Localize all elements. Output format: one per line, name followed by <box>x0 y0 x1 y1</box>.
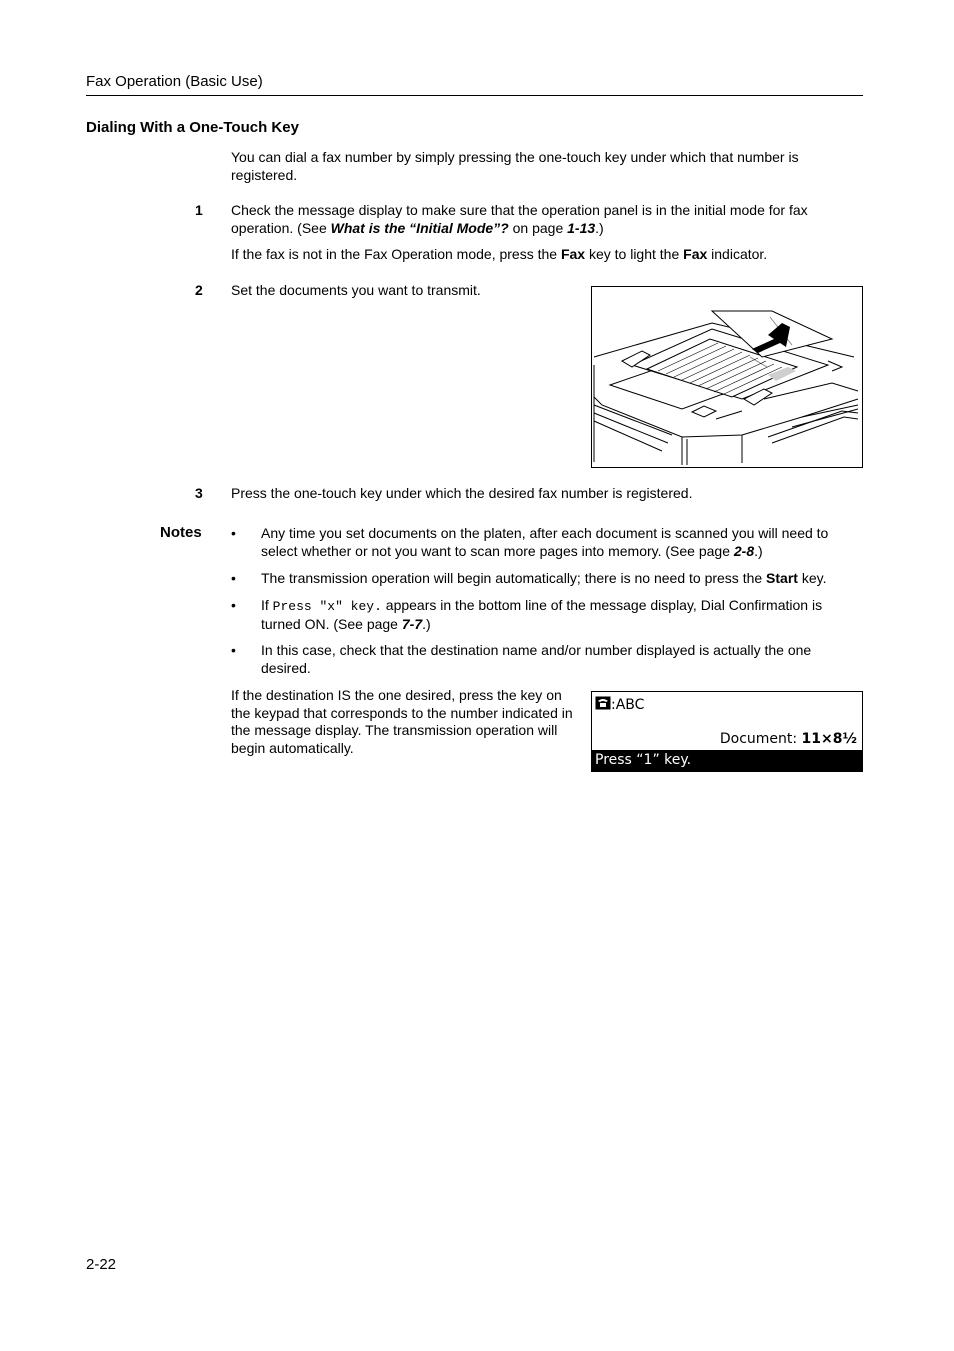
note-2-text-a: The transmission operation will begin automatically; there is no need to press the <box>261 570 767 586</box>
note-2-bullet: • <box>231 570 236 586</box>
note-3-text-a: If <box>261 597 273 613</box>
step-number-3: 3 <box>195 485 203 501</box>
header-divider <box>86 95 863 96</box>
lcd-document-label: Document: <box>719 731 798 747</box>
step-1-text-a1: Check the message display to make sure that the operation panel is in the initial mode for fax operation. (See <box>231 202 808 236</box>
note-3-text <box>261 597 861 633</box>
start-key-label: Start <box>766 570 798 586</box>
step-1-sub-b2: key to light the <box>585 246 684 262</box>
note-1-text <box>261 525 861 560</box>
step-1-text <box>231 202 846 237</box>
lcd-destination-row <box>595 696 644 713</box>
message-display <box>591 691 863 772</box>
note-3-bullet: • <box>231 597 236 613</box>
note-1-text-a: Any time you set documents on the platen, after each document is scanned you will need to select whether or not you want to scan more pages into memory. (See page <box>261 525 829 559</box>
note-2-text <box>261 570 861 588</box>
lcd-document-size: 11×8½ <box>801 731 857 747</box>
lcd-destination-name: :ABC <box>611 697 645 713</box>
step-2-text: Set the documents you want to transmit. <box>231 282 481 298</box>
lcd-document-row <box>720 731 857 747</box>
step-1-text-a2: on page <box>508 219 568 236</box>
fax-indicator-label: Fax <box>683 246 708 262</box>
note-3-text-c: .) <box>422 615 431 632</box>
note-1-bullet: • <box>231 525 236 541</box>
page-number: 2-22 <box>86 1256 117 1273</box>
page-reference-7-7: 7-7 <box>401 615 423 632</box>
initial-mode-reference: What is the “Initial Mode”? <box>330 219 509 236</box>
page-reference-1-13: 1-13 <box>567 219 596 236</box>
note-1-text-b: .) <box>754 542 763 559</box>
step-1-sub-b3: indicator. <box>707 246 768 262</box>
note-3-text-b: appears in the bottom line of the message display, Dial Confirmation is turned ON. (See page <box>261 597 823 632</box>
step-1-subtext <box>231 246 846 264</box>
notes-label: Notes <box>160 524 202 541</box>
note-4-text: In this case, check that the destination name and/or number displayed is actually the one desired. <box>261 642 812 676</box>
note-2-text-b: key. <box>797 570 827 586</box>
page-reference-2-8: 2-8 <box>733 542 755 559</box>
step-number-2: 2 <box>195 282 203 298</box>
step-3-text: Press the one-touch key under which the desired fax number is registered. <box>231 485 693 501</box>
lcd-prompt-bar: Press “1” key. <box>592 750 862 771</box>
step-1-sub-b1: If the fax is not in the Fax Operation mode, press the <box>231 246 561 262</box>
document-feeder-drawing <box>592 287 862 467</box>
destination-paragraph: If the destination IS the one desired, press the key on the keypad that corresponds to the number indicated in the message display. The transmission operation will begin automatically. <box>231 687 573 756</box>
step-number-1: 1 <box>195 202 203 218</box>
note-4-bullet: • <box>231 642 236 658</box>
fax-key-label: Fax <box>560 246 586 262</box>
running-header: Fax Operation (Basic Use) <box>86 73 263 90</box>
intro-paragraph: You can dial a fax number by simply pressing the one-touch key under which that number is registered. <box>231 149 799 183</box>
telephone-icon <box>595 696 611 710</box>
press-x-key-code: Press "x" key. <box>272 599 382 614</box>
step-1-text-a3: .) <box>595 219 604 236</box>
document-feeder-illustration <box>591 286 863 468</box>
section-heading: Dialing With a One-Touch Key <box>86 119 299 136</box>
